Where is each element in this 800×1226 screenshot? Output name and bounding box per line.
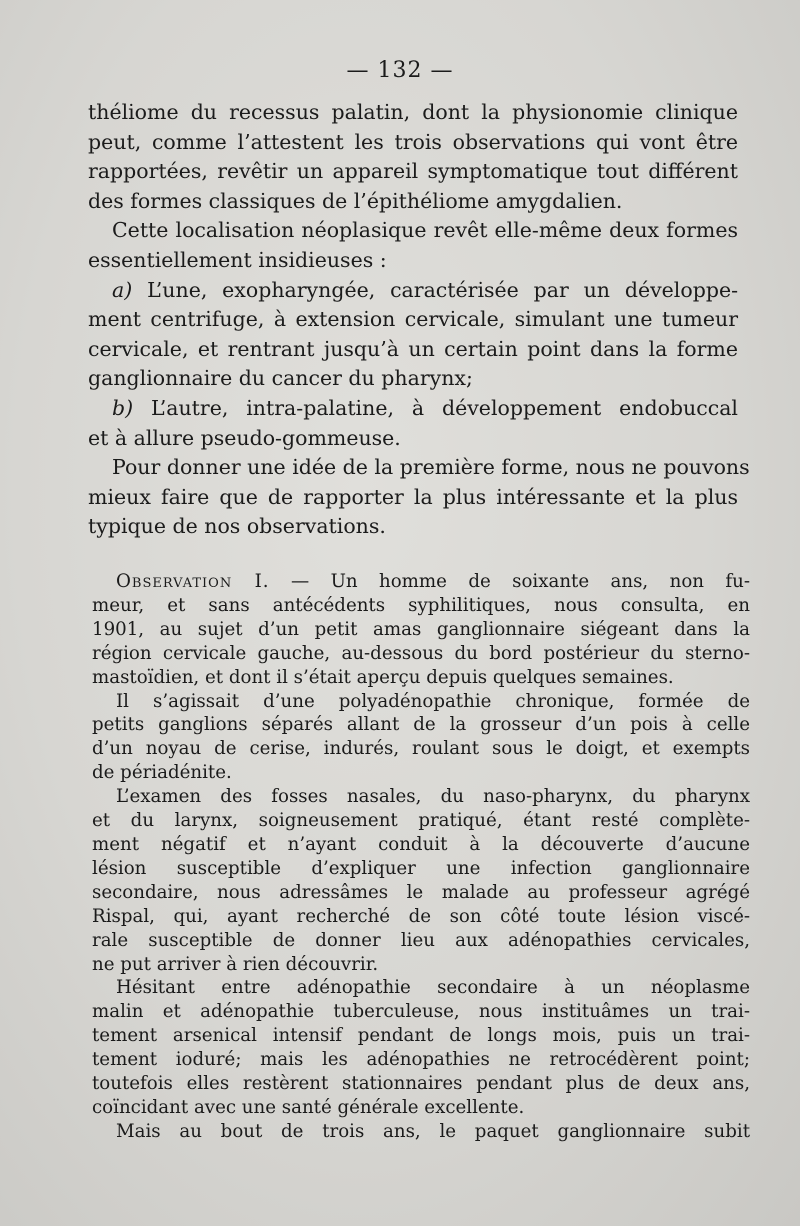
text-line: rapportées, revêtir un appareil symptomatique tout différent [88, 159, 738, 184]
text-line: de périadénite. [92, 762, 232, 784]
text-line: ment centrifuge, à extension cervicale, simulant une tumeur [88, 307, 738, 332]
list-item-a: a) L’une, exopharyngée, caractérisée par un développe- [112, 277, 738, 302]
item-marker-a: a) [112, 277, 133, 302]
text-line: ment négatif et n’ayant conduit à la découverte d’aucune [92, 833, 750, 855]
text-line: Cette localisation néoplasique revêt elle-même deux formes [112, 218, 738, 243]
text-line: Mais au bout de trois ans, le paquet ganglionnaire subit [116, 1120, 750, 1142]
text-line: toutefois elles restèrent stationnaires pendant plus de deux ans, [92, 1073, 750, 1095]
text-line: 1901, au sujet d’un petit amas ganglionnaire siégeant dans la [92, 618, 750, 640]
text-line: L’examen des fosses nasales, du naso-pharynx, du pharynx [116, 786, 750, 808]
text-line: ganglionnaire du cancer du pharynx; [88, 366, 473, 391]
text-line: Il s’agissait d’une polyadénopathie chronique, formée de [116, 690, 750, 712]
text-line: d’un noyau de cerise, indurés, roulant sous le doigt, et exempts [92, 738, 750, 760]
text-line: cervicale, et rentrant jusqu’à un certain point dans la forme [88, 336, 738, 361]
text-line: des formes classiques de l’épithéliome amygdalien. [88, 188, 623, 213]
text-line: Hésitant entre adénopathie secondaire à un néoplasme [116, 977, 750, 999]
text-line: typique de nos observations. [88, 514, 386, 539]
text-line: région cervicale gauche, au-dessous du bord postérieur du sterno- [92, 642, 750, 664]
text-line: tement ioduré; mais les adénopathies ne retrocédèrent point; [92, 1049, 750, 1071]
text-line: mastoïdien, et dont il s’était aperçu depuis quelques semaines. [92, 666, 674, 688]
text-line: lésion susceptible d’expliquer une infection ganglionnaire [92, 857, 750, 879]
text-line: secondaire, nous adressâmes le malade au professeur agrégé [92, 881, 750, 903]
text-line: Rispal, qui, ayant recherché de son côté toute lésion viscé- [92, 905, 750, 927]
item-marker-b: b) [112, 395, 134, 420]
text-line: meur, et sans antécédents syphilitiques, nous consulta, en [92, 594, 750, 616]
page-number: — 132 — [346, 58, 454, 83]
observation-heading: Observation I. [116, 571, 270, 592]
list-item-b: b) L’autre, intra-palatine, à développement endobuccal [112, 395, 738, 420]
text-line: petits ganglions séparés allant de la grosseur d’un pois à celle [92, 714, 750, 736]
text-line: essentiellement insidieuses : [88, 247, 387, 272]
text-line: coïncidant avec une santé générale excellente. [92, 1096, 525, 1118]
text-line: tement arsenical intensif pendant de longs mois, puis un trai- [92, 1025, 750, 1047]
observation-first-line: Observation I. — Un homme de soixante ans, non fu- [116, 571, 750, 592]
text-line: Pour donner une idée de la première forme, nous ne pouvons [112, 455, 750, 480]
text-line: mieux faire que de rapporter la plus intéressante et la plus [88, 484, 738, 509]
text-line: ne put arriver à rien découvrir. [92, 953, 379, 975]
text-line: et du larynx, soigneusement pratiqué, étant resté complète- [92, 810, 750, 832]
main-text-block [88, 98, 750, 542]
text-line: malin et adénopathie tuberculeuse, nous instituâmes un trai- [92, 1001, 750, 1023]
text-line: rale susceptible de donner lieu aux adénopathies cervicales, [92, 929, 750, 951]
text-line: théliome du recessus palatin, dont la physionomie clinique [88, 100, 738, 124]
observation-block [92, 570, 750, 1144]
text-line: et à allure pseudo-gommeuse. [88, 425, 401, 450]
text-line: peut, comme l’attestent les trois observations qui vont être [88, 129, 738, 154]
